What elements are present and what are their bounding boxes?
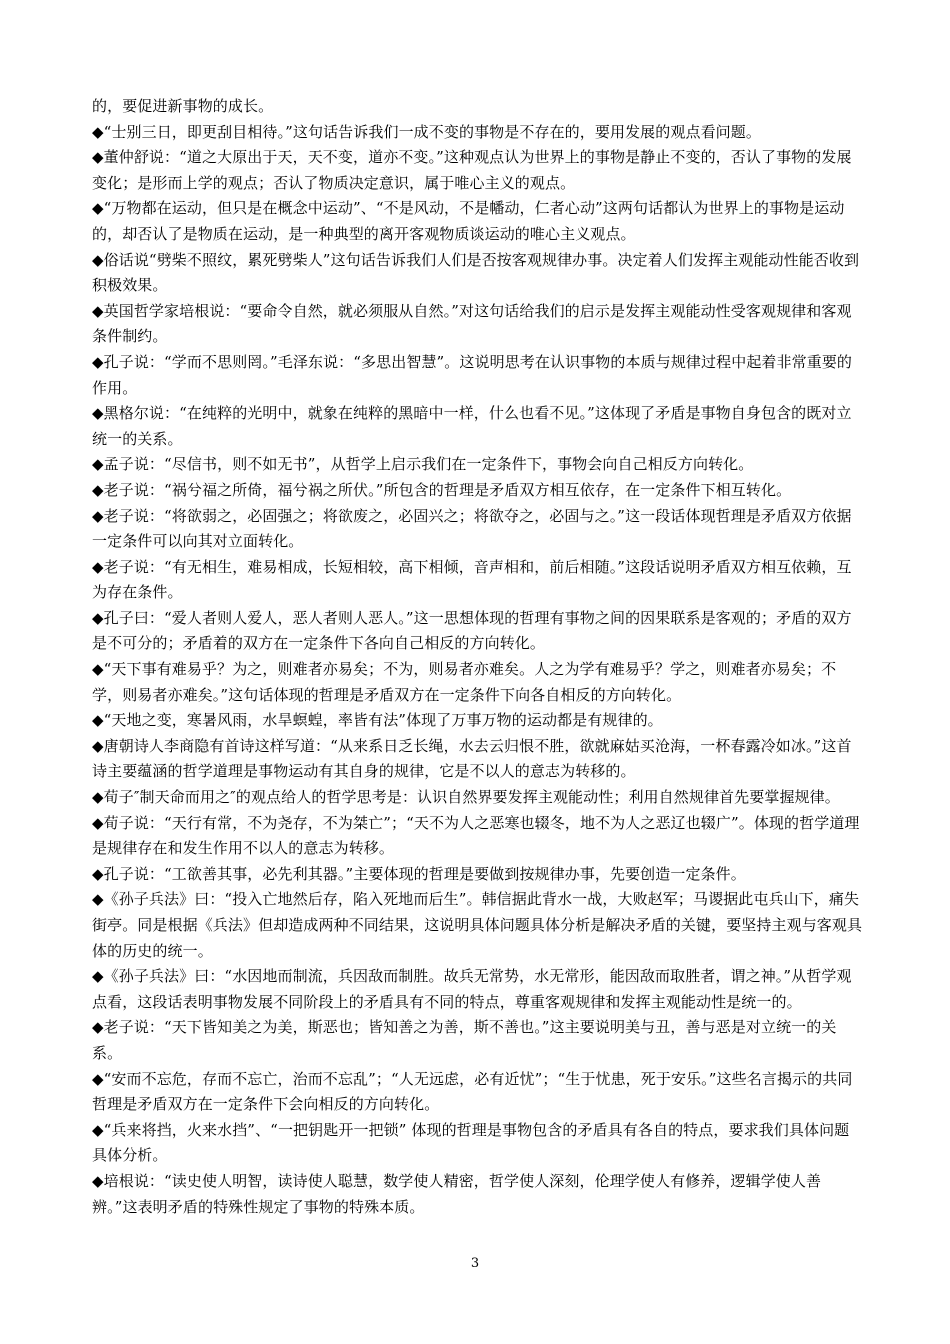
paragraph: ◆“兵来将挡，火来水挡”、“一把钥匙开一把锁” 体现的哲理是事物包含的矛盾具有各自的特点，要求我们具体问题具体分析。 xyxy=(92,1120,850,1165)
paragraph: ◆孔子说：“学而不思则罔。”毛泽东说：“多思出智慧”。这说明思考在认识事物的本质与规律过程中起着非常重要的作用。 xyxy=(92,352,853,397)
paragraph: ◆老子说：“祸兮福之所倚，福兮祸之所伏。”所包含的哲理是矛盾双方相互依存，在一定条件下相互转化。 xyxy=(92,480,792,499)
paragraph: 的，要促进新事物的成长。 xyxy=(92,97,274,115)
paragraph: ◆《孙子兵法》曰：“水因地而制流，兵因敌而制胜。故兵无常势，水无常形，能因敌而取胜者，谓之神。”从哲学观点看，这段话表明事物发展不同阶段上的矛盾具有不同的特点，尊重客观规律和发挥主观能动性是统一的。 xyxy=(92,967,852,1011)
paragraph: ◆“士别三日，即更刮目相待。”这句话告诉我们一成不变的事物是不存在的，要用发展的观点看问题。 xyxy=(92,122,761,141)
paragraph: ◆老子说：“天下皆知美之为美，斯恶也；皆知善之为善，斯不善也。”这主要说明美与丑，善与恶是对立统一的关系。 xyxy=(92,1018,837,1062)
paragraph: ◆黑格尔说：“在纯粹的光明中，就象在纯粹的黑暗中一样，什么也看不见。”这体现了矛盾是事物自身包含的既对立统一的关系。 xyxy=(92,404,852,448)
paragraph: ◆孔子曰：“爱人者则人爱人，恶人者则人恶人。”这一思想体现的哲理有事物之间的因果联系是客观的；矛盾的双方是不可分的；矛盾着的双方在一定条件下各向自己相反的方向转化。 xyxy=(92,608,852,653)
paragraph: ◆老子说：“有无相生，难易相成，长短相较，高下相倾，音声相和，前后相随。”这段话说明矛盾双方相互依赖，互为存在条件。 xyxy=(92,557,852,602)
paragraph: ◆孔子说：“工欲善其事，必先利其器。”主要体现的哲理是要做到按规律办事，先要创造一定条件。 xyxy=(92,864,746,883)
paragraph: ◆英国哲学家培根说：“要命令自然，就必须服从自然。”对这句话给我们的启示是发挥主观能动性受客观规律和客观条件制约。 xyxy=(92,301,852,346)
paragraph: ◆培根说：“读史使人明智，读诗使人聪慧，数学使人精密，哲学使人深刻，伦理学使人有修养，逻辑学使人善辨。”这表明矛盾的特殊性规定了事物的特殊本质。 xyxy=(92,1171,822,1216)
paragraph: ◆“天地之变，寒暑风雨，水旱螟蝗，率皆有法”体现了万事万物的运动都是有规律的。 xyxy=(92,711,663,730)
paragraph: ◆孟子说：“尽信书，则不如无书”，从哲学上启示我们在一定条件下，事物会向自己相反方向转化。 xyxy=(92,455,754,474)
paragraph: ◆老子说：“将欲弱之，必固强之；将欲废之，必固兴之；将欲夺之，必固与之。”这一段话体现哲理是矛盾双方依据一定条件可以向其对立面转化。 xyxy=(92,506,852,551)
paragraph: ◆荀子″制天命而用之″的观点给人的哲学思考是：认识自然界要发挥主观能动性；利用自然规律首先要掌握规律。 xyxy=(92,788,840,807)
paragraph: ◆“天下事有难易乎？为之，则难者亦易矣；不为，则易者亦难矣。人之为学有难易乎？学之，则难者亦易矣；不学，则易者亦难矣。”这句话体现的哲理是矛盾双方在一定条件下向各自相反的方向转化。 xyxy=(92,660,837,704)
paragraph: ◆董仲舒说：“道之大原出于天，天不变，道亦不变。”这种观点认为世界上的事物是静止不变的，否认了事物的发展变化；是形而上学的观点；否认了物质决定意识，属于唯心主义的观点。 xyxy=(92,148,852,192)
paragraph: ◆“安而不忘危，存而不忘亡，治而不忘乱”；“人无远虑，必有近忧”；“生于忧患，死于安乐。”这些名言揭示的共同哲理是矛盾双方在一定条件下会向相反的方向转化。 xyxy=(92,1069,853,1114)
paragraph: ◆俗话说“劈柴不照纹，累死劈柴人”这句话告诉我们人们是否按客观规律办事。决定着人们发挥主观能动性能否收到积极效果。 xyxy=(92,250,860,295)
paragraph: ◆《孙子兵法》曰：“投入亡地然后存，陷入死地而后生”。韩信据此背水一战，大败赵军；马谡据此屯兵山下，痛失街亭。同是根据《兵法》但却造成两种不同结果，这说明具体问题具体分析是解决矛盾的关键，要坚持主观与客观具体的历史的统一。 xyxy=(92,890,863,960)
paragraph: ◆唐朝诗人李商隐有首诗这样写道：“从来系日乏长绳，水去云归恨不胜，欲就麻姑买沧海，一杯春露冷如冰。”这首诗主要蕴涵的哲学道理是事物运动有其自身的规律，它是不以人的意志为转移的。 xyxy=(92,736,852,781)
page-number: 3 xyxy=(470,1256,480,1271)
paragraph: ◆“万物都在运动，但只是在概念中运动”、“不是风动，不是幡动，仁者心动”这两句话都认为世界上的事物是运动的，却否认了是物质在运动，是一种典型的离开客观物质谈运动的唯心主义观点。 xyxy=(92,199,845,243)
paragraph: ◆荀子说：“天行有常，不为尧存，不为桀亡”；“天不为人之恶寒也辍冬，地不为人之恶辽也辍广”。体现的哲学道理是规律存在和发生作用不以人的意志为转移。 xyxy=(92,813,860,858)
document-body xyxy=(92,94,864,1220)
